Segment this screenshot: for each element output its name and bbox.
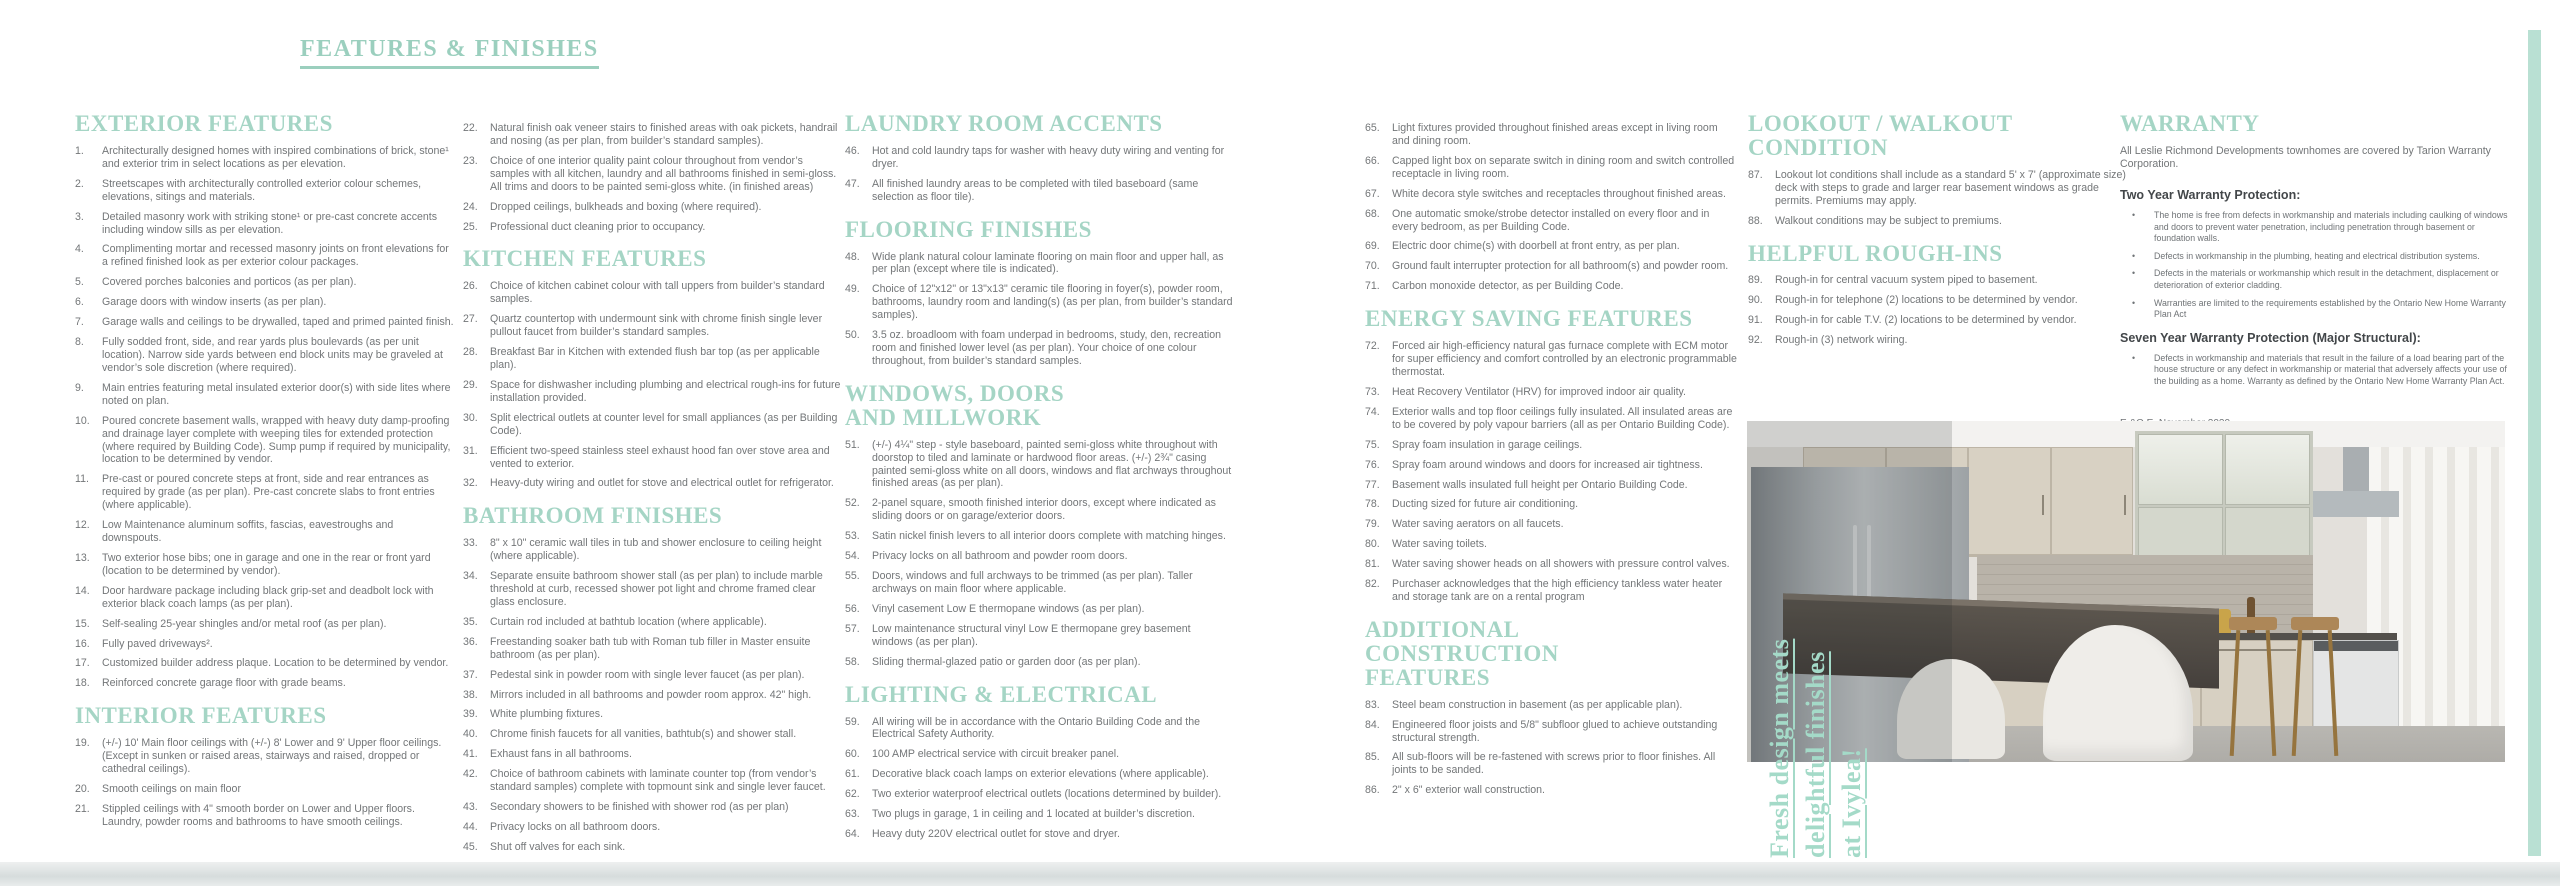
section-title-flooring-finishes: FLOORING FINISHES: [845, 216, 1092, 242]
warranty-intro: All Leslie Richmond Developments townhomes are covered by Tarion Warranty Corporation.: [2120, 144, 2491, 171]
caption-line: at Ivylea!: [1837, 748, 1866, 858]
feature-item: 53. Satin nickel finish levers to all interior doors complete with matching hinges.: [845, 530, 1226, 543]
feature-list-bathroom: [463, 537, 843, 854]
feature-item: 2. Streetscapes with architecturally controlled exterior colour schemes, elevations, sitings and materials.: [75, 177, 422, 203]
feature-item: 58. Sliding thermal-glazed patio or garden door (as per plan).: [845, 655, 1141, 668]
feature-item: 27. Quartz countertop with undermount sink with chrome finish single lever pullout faucet from builder’s standard samples.: [463, 313, 823, 339]
warranty-bullet: • Defects in workmanship and materials that result in the failure of a load bearing part of the house structure or any defect in workmanship or material that adversely affects your use of the building as a home. Warranty as defined by the Ontario New Home Warranty Plan Act.: [2132, 352, 2507, 387]
photo-bar-stool: [2229, 617, 2277, 757]
feature-item: 69. Electric door chime(s) with doorbell at front entry, as per plan.: [1365, 240, 1680, 253]
features-column-4: [1365, 112, 1737, 804]
warranty-bullet: • Warranties are limited to the requirements established by the Ontario New Home Warranty Plan Act: [2132, 297, 2506, 320]
feature-item: 54. Privacy locks on all bathroom and powder room doors.: [845, 550, 1128, 563]
section-title-bathroom-finishes: BATHROOM FINISHES: [463, 503, 723, 529]
feature-item: 36. Freestanding soaker bath tub with Roman tub filler in Master ensuite bathroom (as per plan).: [463, 635, 811, 661]
feature-item: 38. Mirrors included in all bathrooms and powder room approx. 42" high.: [463, 688, 812, 701]
feature-item: 32. Heavy-duty wiring and outlet for stove and electrical outlet for refrigerator.: [463, 477, 834, 490]
feature-item: 52. 2-panel square, smooth finished interior doors, except where indicated as sliding doors or on garage/exterior doors.: [845, 497, 1216, 523]
feature-item: 34. Separate ensuite bathroom shower stall (as per plan) to include marble threshold at curb, recessed shower pot light and chrome framed clear glass enclosure.: [463, 570, 823, 608]
feature-item: 7. Garage walls and ceilings to be drywalled, taped and primed painted finish.: [75, 316, 454, 329]
feature-item: 19. (+/-) 10' Main floor ceilings with (+/-) 8' Lower and 9' Upper floor ceilings. (Except in sunken or raised areas, stairways and raised, dropped or cathedral ceilings).: [75, 737, 442, 776]
section-title-warranty: WARRANTY: [2120, 111, 2260, 136]
feature-item: 75. Spray foam insulation in garage ceilings.: [1365, 438, 1583, 451]
feature-list-lighting: [845, 716, 1233, 841]
section-title-exterior-features: EXTERIOR FEATURES: [75, 111, 333, 136]
feature-list-kitchen: [463, 280, 843, 490]
feature-item: 85. All sub-floors will be re-fastened with screws prior to floor finishes. All joints to be sanded.: [1365, 751, 1716, 777]
feature-item: 6. Garage doors with window inserts (as per plan).: [75, 296, 327, 309]
feature-item: 3. Detailed masonry work with striking stone¹ or pre-cast concrete accents including window sills as per elevation.: [75, 210, 438, 236]
warranty-two-year-bullets: [2120, 210, 2516, 321]
feature-item: 30. Split electrical outlets at counter level for small appliances (as per Building Code).: [463, 411, 838, 437]
warranty-two-year-heading: Two Year Warranty Protection:: [2120, 188, 2301, 202]
photo-range-hood: [2313, 491, 2399, 517]
feature-item: 50. 3.5 oz. broadloom with foam underpad in bedrooms, study, den, recreation room and finished lower level (as per plan). Your choice of one colour throughout, from builder’s standard samples.: [845, 329, 1222, 367]
feature-item: 70. Ground fault interrupter protection for all bathroom(s) and powder room.: [1365, 260, 1729, 273]
feature-item: 12. Low Maintenance aluminum soffits, fascias, eavestroughs and downspouts.: [75, 519, 394, 545]
feature-item: 42. Choice of bathroom cabinets with laminate counter top (from vendor’s standard samples) complete with topmount sink and single lever faucet.: [463, 768, 826, 794]
section-title-helpful-rough-ins: HELPFUL ROUGH-INS: [1748, 240, 2003, 266]
feature-item: 8. Fully sodded front, side, and rear yards plus boulevards (as per unit location). Narrow side yards between end block units may be graveled at vendor’s sole discretion (where required).: [75, 336, 443, 374]
feature-item: 46. Hot and cold laundry taps for washer with heavy duty wiring and venting for dryer.: [845, 144, 1225, 170]
feature-item: 47. All finished laundry areas to be completed with tiled baseboard (same selection as floor tile).: [845, 177, 1199, 203]
feature-list-interior-continued: [463, 122, 843, 233]
feature-item: 24. Dropped ceilings, bulkheads and boxing (where required).: [463, 200, 762, 213]
feature-item: 59. All wiring will be in accordance with the Ontario Building Code and the Electrical Safety Authority.: [845, 715, 1200, 741]
caption-line: delightful finishes: [1801, 651, 1830, 858]
feature-item: 90. Rough-in for telephone (2) locations to be determined by vendor.: [1748, 294, 2078, 307]
feature-list-lighting-continued: [1365, 122, 1737, 293]
feature-list-flooring: [845, 251, 1233, 368]
section-title-laundry-room-accents: LAUNDRY ROOM ACCENTS: [845, 111, 1163, 136]
section-title-lighting-electrical: LIGHTING & ELECTRICAL: [845, 681, 1158, 707]
feature-item: 79. Water saving aerators on all faucets.: [1365, 518, 1564, 531]
photo-caption: [1762, 478, 1870, 858]
feature-item: 91. Rough-in for cable T.V. (2) locations to be determined by vendor.: [1748, 314, 2077, 327]
features-column-1: [75, 112, 455, 836]
page-title: FEATURES & FINISHES: [300, 36, 599, 69]
feature-item: 16. Fully paved driveways².: [75, 637, 213, 650]
features-column-5: [1748, 112, 2136, 354]
feature-item: 23. Choice of one interior quality paint colour throughout from vendor’s samples with all kitchen, laundry and all bathrooms finished in semi-gloss. All trims and doors to be painted semi-gloss white. (in finished areas): [463, 154, 837, 193]
feature-item: 15. Self-sealing 25-year shingles and/or metal roof (as per plan).: [75, 617, 387, 630]
feature-item: 43. Secondary showers to be finished with shower rod (as per plan): [463, 801, 789, 814]
feature-item: 45. Shut off valves for each sink.: [463, 840, 626, 853]
feature-item: 4. Complimenting mortar and recessed masonry joints on front elevations for a refined finished look as per exterior colour packages.: [75, 243, 449, 269]
feature-item: 74. Exterior walls and top floor ceilings fully insulated. All insulated areas are to be covered by poly vapour barriers (all as per Ontario Building Code).: [1365, 405, 1733, 431]
feature-item: 9. Main entries featuring metal insulated exterior door(s) with side lites where noted on plan.: [75, 381, 451, 407]
feature-item: 14. Door hardware package including black grip-set and deadbolt lock with exterior black coach lamps (as per plan).: [75, 584, 434, 610]
feature-list-additional-construction: [1365, 699, 1737, 798]
feature-item: 21. Stippled ceilings with 4" smooth border on Lower and Upper floors. Laundry, powder rooms and bathrooms to have smooth ceilings.: [75, 802, 415, 828]
features-column-2: [463, 112, 843, 861]
feature-list-rough-ins: [1748, 274, 2136, 347]
warranty-bullet: • Defects in the materials or workmanship which result in the detachment, displacement or deterioration of exterior cladding.: [2132, 268, 2499, 291]
feature-item: 10. Poured concrete basement walls, wrapped with heavy duty damp-proofing and drainage layer complete with weeping tiles for extended protection (where required by Building Code). Sump pump if required by municipality, location to be determined by vendor.: [75, 414, 451, 466]
feature-item: 84. Engineered floor joists and 5/8" subfloor glued to achieve outstanding structural strength.: [1365, 718, 1718, 744]
feature-item: 71. Carbon monoxide detector, as per Building Code.: [1365, 280, 1624, 293]
feature-item: 26. Choice of kitchen cabinet colour with tall uppers from builder’s standard samples.: [463, 280, 825, 306]
feature-item: 25. Professional duct cleaning prior to occupancy.: [463, 220, 706, 233]
feature-item: 41. Exhaust fans in all bathrooms.: [463, 748, 632, 761]
feature-item: 89. Rough-in for central vacuum system piped to basement.: [1748, 274, 2038, 287]
feature-item: 73. Heat Recovery Ventilator (HRV) for improved indoor air quality.: [1365, 385, 1687, 398]
feature-item: 39. White plumbing fixtures.: [463, 708, 604, 721]
feature-item: 87. Lookout lot conditions shall include as a standard 5' x 7' (approximate size) deck with steps to grade and larger rear basement windows as grade permits. Premiums may apply.: [1748, 168, 2126, 207]
feature-item: 20. Smooth ceilings on main floor: [75, 783, 241, 795]
feature-item: 80. Water saving toilets.: [1365, 538, 1487, 551]
feature-item: 88. Walkout conditions may be subject to premiums.: [1748, 214, 2002, 227]
feature-item: 5. Covered porches balconies and porticos (as per plan).: [75, 276, 357, 289]
feature-item: 37. Pedestal sink in powder room with single lever faucet (as per plan).: [463, 668, 805, 681]
feature-item: 28. Breakfast Bar in Kitchen with extended flush bar top (as per applicable plan).: [463, 346, 820, 371]
feature-item: 49. Choice of 12"x12" or 13"x13" ceramic tile flooring in foyer(s), powder room, bathrooms, laundry room and landing(s) (as per plan, from builder’s standard samples).: [845, 283, 1233, 322]
feature-item: 68. One automatic smoke/strobe detector installed on every floor and in every bedroom, as per Building Code.: [1365, 207, 1710, 233]
feature-item: 63. Two plugs in garage, 1 in ceiling and 1 located at builder’s discretion.: [845, 808, 1195, 821]
warranty-seven-year-bullets: [2120, 353, 2516, 388]
feature-list-laundry: [845, 145, 1233, 204]
feature-item: 57. Low maintenance structural vinyl Low E thermopane grey basement windows (as per plan).: [845, 622, 1191, 648]
feature-item: 60. 100 AMP electrical service with circuit breaker panel.: [845, 748, 1120, 761]
feature-item: 31. Efficient two-speed stainless steel exhaust hood fan over stove area and vented to exterior.: [463, 444, 830, 470]
section-title-kitchen-features: KITCHEN FEATURES: [463, 246, 707, 272]
section-title-energy-saving-features: ENERGY SAVING FEATURES: [1365, 306, 1693, 332]
feature-item: 62. Two exterior waterproof electrical outlets (locations determined by builder).: [845, 788, 1222, 801]
feature-item: 65. Light fixtures provided throughout finished areas except in living room and dining room.: [1365, 122, 1718, 147]
feature-item: 78. Ducting sized for future air conditioning.: [1365, 498, 1579, 511]
feature-item: 33. 8" x 10" ceramic wall tiles in tub and shower enclosure to ceiling height (where applicable).: [463, 537, 822, 563]
feature-list-exterior: [75, 145, 455, 690]
feature-item: 66. Capped light box on separate switch in dining room and switch controlled receptacle in living room.: [1365, 154, 1735, 180]
feature-item: 17. Customized builder address plaque. Location to be determined by vendor.: [75, 657, 449, 670]
feature-item: 82. Purchaser acknowledges that the high efficiency tankless water heater and storage tank are on a rental program: [1365, 578, 1723, 604]
feature-item: 72. Forced air high-efficiency natural gas furnace complete with ECM motor for super efficiency and comfort controlled by an electronic programmable thermostat.: [1365, 340, 1737, 378]
feature-item: 92. Rough-in (3) network wiring.: [1748, 334, 1908, 347]
feature-item: 76. Spray foam around windows and doors for increased air tightness.: [1365, 458, 1703, 471]
warranty-bullet: • Defects in workmanship in the plumbing, heating and electrical distribution systems.: [2132, 250, 2480, 261]
warranty-bullet: • The home is free from defects in workmanship and materials including caulking of windows and doors to prevent water penetration, including penetration through basement or foundation walls.: [2132, 210, 2508, 244]
feature-list-energy-saving: [1365, 340, 1737, 604]
page-edge-accent-bar: [2528, 30, 2541, 856]
feature-item: 22. Natural finish oak veneer stairs to finished areas with oak pickets, handrail and nosing (as per plan, from builder’s standard samples).: [463, 122, 838, 147]
caption-line: Fresh design meets: [1765, 638, 1794, 858]
warranty-column: [2120, 112, 2516, 429]
feature-item: 18. Reinforced concrete garage floor with grade beams.: [75, 677, 346, 690]
feature-item: 11. Pre-cast or poured concrete steps at front, side and rear entrances as required by grade (as per plan). Pre-cast concrete slabs to front entries (where applicable).: [75, 473, 435, 512]
feature-item: 81. Water saving shower heads on all showers with pressure control valves.: [1365, 558, 1730, 571]
features-column-3: [845, 112, 1233, 848]
page-bottom-shadow: [0, 862, 2560, 886]
feature-item: 29. Space for dishwasher including plumbing and electrical rough-ins for future installation provided.: [463, 378, 841, 404]
feature-item: 51. (+/-) 4¼" step - style baseboard, painted semi-gloss white throughout with doorstop to tiled and laminate or hardwood floor areas. (+/-) 2¾" casing painted semi-gloss white on all doors, windows and flat archways throughout finished areas (as per plan).: [845, 438, 1232, 490]
warranty-seven-year-heading: Seven Year Warranty Protection (Major Structural):: [2120, 330, 2421, 345]
feature-item: 56. Vinyl casement Low E thermopane windows (as per plan).: [845, 602, 1145, 615]
feature-list-windows-doors: [845, 439, 1233, 669]
feature-item: 86. 2" x 6" exterior wall construction.: [1365, 784, 1545, 797]
feature-item: 83. Steel beam construction in basement (as per applicable plan).: [1365, 698, 1683, 711]
feature-item: 48. Wide plank natural colour laminate flooring on main floor and upper hall, as per plan (except where tile is indicated).: [845, 250, 1224, 276]
feature-item: 40. Chrome finish faucets for all vanities, bathtub(s) and shower stall.: [463, 728, 797, 741]
feature-item: 67. White decora style switches and receptacles throughout finished areas.: [1365, 187, 1726, 200]
section-title-interior-features: INTERIOR FEATURES: [75, 703, 327, 729]
section-title-windows-doors-millwork: WINDOWS, DOORS AND MILLWORK: [845, 380, 1065, 430]
feature-item: 64. Heavy duty 220V electrical outlet for stove and dryer.: [845, 828, 1120, 841]
feature-item: 77. Basement walls insulated full height per Ontario Building Code.: [1365, 478, 1688, 491]
feature-list-interior: [75, 737, 455, 829]
feature-item: 61. Decorative black coach lamps on exterior elevations (where applicable).: [845, 768, 1209, 781]
feature-item: 55. Doors, windows and full archways to be trimmed (as per plan). Taller archways on main floor where applicable.: [845, 570, 1193, 595]
photo-bar-stool: [2291, 617, 2339, 757]
section-title-lookout-walkout-condition: LOOKOUT / WALKOUT CONDITION: [1748, 111, 2013, 160]
photo-range-hood-chimney: [2343, 447, 2369, 493]
feature-item: 1. Architecturally designed homes with inspired combinations of brick, stone¹ and exterior trim in select locations as per elevation.: [75, 144, 449, 170]
feature-item: 13. Two exterior hose bibs; one in garage and one in the rear or front yard (location to be determined by vendor).: [75, 551, 431, 577]
section-title-additional-construction-features: ADDITIONAL CONSTRUCTION FEATURES: [1365, 616, 1559, 690]
feature-list-lookout-walkout: [1748, 169, 2136, 228]
feature-item: 35. Curtain rod included at bathtub location (where applicable).: [463, 615, 767, 628]
feature-item: 44. Privacy locks on all bathroom doors.: [463, 821, 661, 833]
